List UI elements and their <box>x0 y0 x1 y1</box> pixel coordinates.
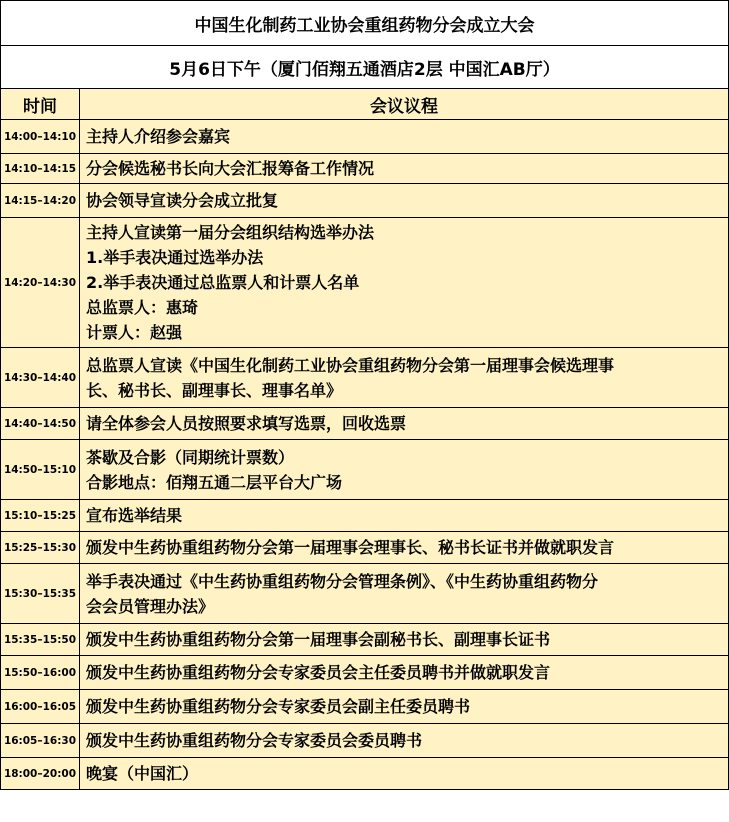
agenda-item-line: 分会候选秘书长向大会汇报筹备工作情况 <box>86 159 375 178</box>
agenda-item-cell <box>80 690 729 724</box>
agenda-item-cell <box>80 532 729 564</box>
time-cell: 14:15–14:20 <box>1 184 80 218</box>
agenda-item-line: 颁发中生药协重组药物分会专家委员会副主任委员聘书 <box>86 697 471 716</box>
agenda-item-cell <box>80 408 729 440</box>
time-cell: 14:40–14:50 <box>1 408 80 440</box>
agenda-item-cell <box>80 154 729 184</box>
agenda-item-line: 茶歇及合影（同期统计票数） <box>86 447 295 467</box>
agenda-item-line: 协会领导宣读分会成立批复 <box>86 191 279 210</box>
agenda-row <box>1 532 729 564</box>
agenda-item-line: 合影地点：佰翔五通二层平台大广场 <box>86 472 343 492</box>
agenda-row <box>1 154 729 184</box>
page-subtitle: 5月6日下午（厦门佰翔五通酒店2层 中国汇AB厅） <box>1 46 729 89</box>
agenda-item-line: 请全体参会人员按照要求填写选票，回收选票 <box>86 414 407 433</box>
time-cell: 16:00–16:05 <box>1 690 80 724</box>
agenda-item-line: 计票人：赵强 <box>86 323 183 342</box>
agenda-row <box>1 184 729 218</box>
time-cell: 15:25–15:30 <box>1 532 80 564</box>
agenda-row <box>1 440 729 500</box>
agenda-item-cell <box>80 724 729 758</box>
agenda-item-line: 长、秘书长、副理事长、理事名单》 <box>86 380 343 400</box>
header-row <box>1 89 729 120</box>
agenda-item-line: 2.举手表决通过总监票人和计票人名单 <box>86 273 360 292</box>
agenda-item-line: 1.举手表决通过选举办法 <box>86 248 264 267</box>
title-row <box>1 1 729 46</box>
agenda-item-cell <box>80 758 729 790</box>
time-cell: 16:05–16:30 <box>1 724 80 758</box>
agenda-row <box>1 758 729 790</box>
agenda-item-line: 会会员管理办法》 <box>86 596 215 616</box>
agenda-item-cell <box>80 564 729 624</box>
agenda-item-line: 举手表决通过《中生药协重组药物分会管理条例》、《中生药协重组药物分 <box>86 571 599 591</box>
agenda-row <box>1 690 729 724</box>
time-column-header: 时间 <box>1 89 80 120</box>
time-cell: 15:35–15:50 <box>1 624 80 656</box>
time-cell: 14:30–14:40 <box>1 348 80 408</box>
agenda-item-cell <box>80 500 729 532</box>
time-cell: 14:20–14:30 <box>1 218 80 348</box>
time-cell: 18:00–20:00 <box>1 758 80 790</box>
agenda-item-cell <box>80 440 729 500</box>
agenda-row <box>1 656 729 690</box>
time-cell: 14:10–14:15 <box>1 154 80 184</box>
agenda-item-line: 晚宴（中国汇） <box>86 764 199 783</box>
agenda-item-cell <box>80 624 729 656</box>
agenda-item-cell <box>80 184 729 218</box>
agenda-row <box>1 564 729 624</box>
agenda-row <box>1 500 729 532</box>
agenda-item-line: 宣布选举结果 <box>86 506 183 525</box>
time-cell: 15:10–15:25 <box>1 500 80 532</box>
time-cell: 15:50–16:00 <box>1 656 80 690</box>
agenda-item-line: 总监票人宣读《中国生化制药工业协会重组药物分会第一届理事会候选理事 <box>86 355 615 375</box>
agenda-column-header: 会议议程 <box>80 89 729 120</box>
page-title: 中国生化制药工业协会重组药物分会成立大会 <box>1 1 729 46</box>
agenda-row <box>1 408 729 440</box>
time-cell: 14:00–14:10 <box>1 120 80 154</box>
subtitle-row <box>1 46 729 89</box>
agenda-item-line: 颁发中生药协重组药物分会专家委员会主任委员聘书并做就职发言 <box>86 663 551 682</box>
agenda-item-cell <box>80 120 729 154</box>
agenda-item-line: 主持人介绍参会嘉宾 <box>86 127 231 146</box>
agenda-item-line: 颁发中生药协重组药物分会第一届理事会理事长、秘书长证书并做就职发言 <box>86 538 615 557</box>
agenda-row <box>1 218 729 348</box>
agenda-item-line: 主持人宣读第一届分会组织结构选举办法 <box>86 223 375 242</box>
agenda-item-cell <box>80 218 729 348</box>
time-cell: 15:30–15:35 <box>1 564 80 624</box>
agenda-item-cell <box>80 656 729 690</box>
agenda-row <box>1 624 729 656</box>
time-cell: 14:50–15:10 <box>1 440 80 500</box>
agenda-item-line: 颁发中生药协重组药物分会专家委员会委员聘书 <box>86 731 423 750</box>
agenda-item-cell <box>80 348 729 408</box>
agenda-row <box>1 348 729 408</box>
agenda-row <box>1 724 729 758</box>
agenda-item-line: 颁发中生药协重组药物分会第一届理事会副秘书长、副理事长证书 <box>86 630 551 649</box>
agenda-item-line: 总监票人：惠琦 <box>86 298 199 317</box>
agenda-row <box>1 120 729 154</box>
